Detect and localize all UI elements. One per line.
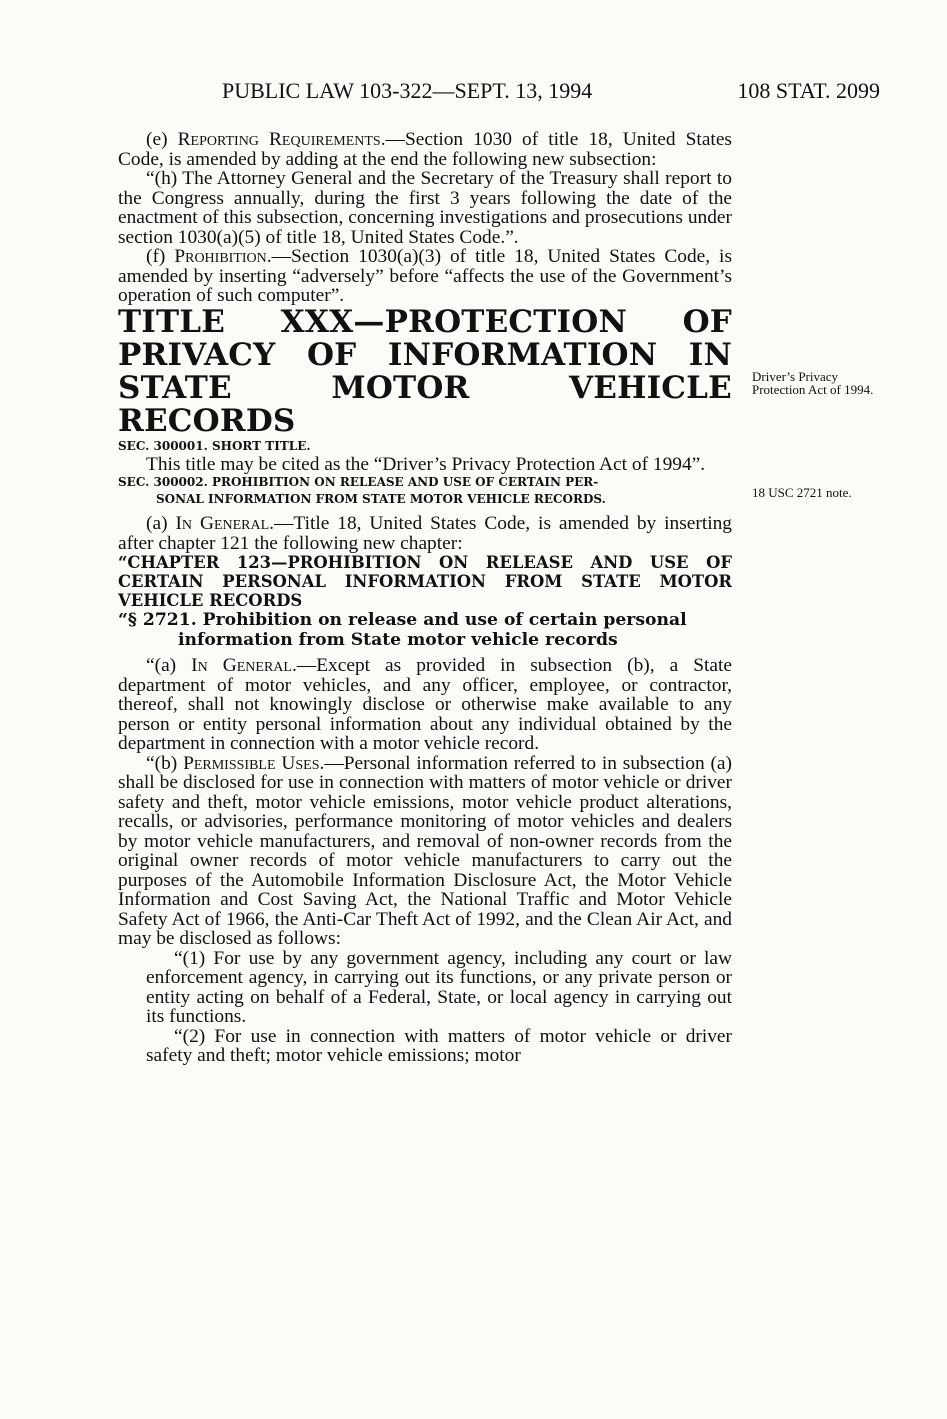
paragraph-a: (a) In General.—Title 18, United States Code, is amended by inserting after chapter 121 the following new chapter: xyxy=(118,513,732,554)
section-300001-heading: SEC. 300001. SHORT TITLE. xyxy=(118,438,311,453)
running-header xyxy=(180,78,880,106)
section-2721-heading: “§ 2721. Prohibition on release and use of certain personal information from State motor vehicle records xyxy=(118,610,687,650)
sidenote-usc-citation: 18 USC 2721 note. xyxy=(752,485,852,500)
section-300002-heading: SEC. 300002. PROHIBITION ON RELEASE AND USE OF CERTAIN PER- SONAL INFORMATION FROM STATE MOTOR VEHICLE RECORDS. xyxy=(118,475,606,506)
document-body xyxy=(118,130,732,1066)
permissible-use-item-2: “(2) For use in connection with matters of motor vehicle or driver safety and theft; motor vehicle emissions; motor xyxy=(146,1025,732,1066)
title-xxx-heading: TITLE XXX—PROTECTION OF PRIVACY OF INFORMATION IN STATE MOTOR VEHICLE RECORDS xyxy=(118,303,732,439)
paragraph-e: (e) Reporting Requirements.—Section 1030 of title 18, United States Code, is amended by adding at the end the following new subsection: xyxy=(118,129,732,170)
heading-in-general: In General xyxy=(175,513,270,534)
heading-reporting-requirements: Reporting Requirements xyxy=(177,129,381,150)
heading-permissible-uses: Permissible Uses xyxy=(183,752,320,774)
public-law-citation: PUBLIC LAW 103-322—SEPT. 13, 1994 xyxy=(222,78,593,103)
sidenote-drivers-privacy-protection-act: Driver’s Privacy Protection Act of 1994. xyxy=(752,369,874,397)
heading-in-general-2721: In General xyxy=(191,655,292,676)
paragraph-h: “(h) The Attorney General and the Secretary of the Treasury shall report to the Congress annually, during the first 3 years following the date of the enactment of this subsection, concerning investigations and prosecutions under section 1030(a)(5) of title 18, United States Code.”. xyxy=(118,168,732,248)
section-300001-text: This title may be cited as the “Driver’s Privacy Protection Act of 1994”. xyxy=(146,453,706,475)
permissible-use-item-1: “(1) For use by any government agency, including any court or law enforcement agency, in carrying out its functions, or any private person or entity acting on behalf of a Federal, State, or local agency in carrying out its functions. xyxy=(146,947,732,1027)
stat-page-number: 108 STAT. 2099 xyxy=(737,78,880,103)
paragraph-f: (f) Prohibition.—Section 1030(a)(3) of title 18, United States Code, is amended by inserting “adversely” before “affects the use of the Government’s operation of such computer”. xyxy=(118,246,732,306)
subsection-b-permissible-uses: “(b) Permissible Uses.—Personal information referred to in subsection (a) shall be disclosed for use in connection with matters of motor vehicle or driver safety and theft, motor vehicle emissions, motor vehicle product alterations, recalls, or advisories, performance monitoring of motor vehicles and dealers by motor vehicle manufacturers, and removal of non-owner records from the original owner records of motor vehicle manufacturers to carry out the purposes of the Automobile Information Disclosure Act, the Motor Vehicle Information and Cost Saving Act, the National Traffic and Motor Vehicle Safety Act of 1966, the Anti-Car Theft Act of 1992, and the Clean Air Act, and may be disclosed as follows: xyxy=(118,752,732,949)
heading-prohibition: Prohibition xyxy=(174,246,267,267)
chapter-123-heading: “CHAPTER 123—PROHIBITION ON RELEASE AND USE OF CERTAIN PERSONAL INFORMATION FROM STATE MOTOR VEHICLE RECORDS xyxy=(118,553,732,610)
subsection-a-general: “(a) In General.—Except as provided in subsection (b), a State department of motor vehicles, and any officer, employee, or contractor, thereof, shall not knowingly disclose or otherwise make available to any person or entity personal information about any individual obtained by the department in connection with a motor vehicle record. xyxy=(118,655,732,754)
